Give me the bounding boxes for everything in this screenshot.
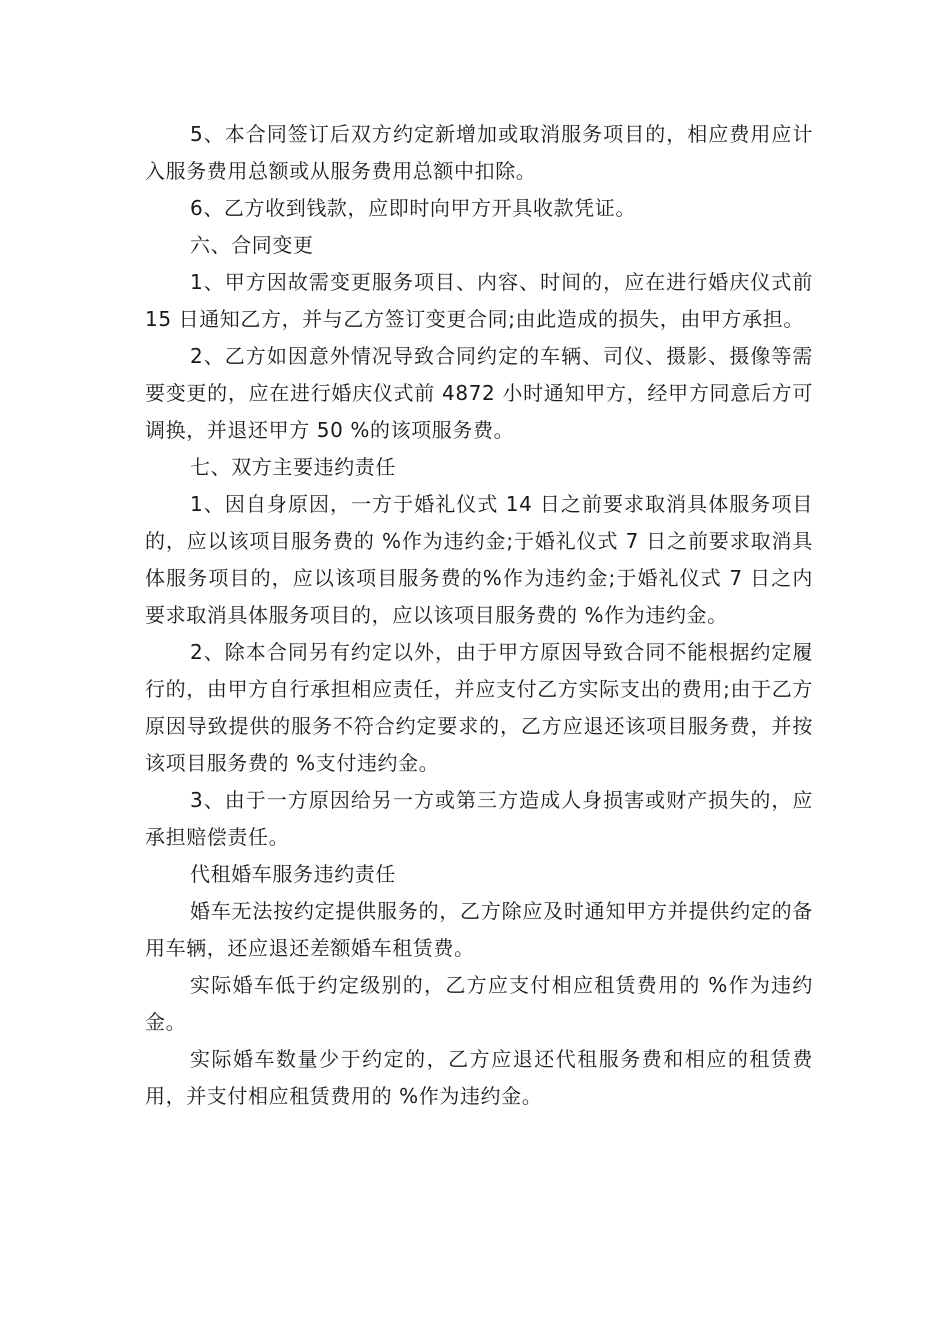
clause-6-receipt: 6、乙方收到钱款，应即时向甲方开具收款凭证。 xyxy=(190,196,636,220)
document-body xyxy=(145,116,813,1115)
clause-change-2: 2、乙方如因意外情况导致合同约定的车辆、司仪、摄影、摄像等需要变更的，应在进行婚庆仪式前 4872 小时通知甲方，经甲方同意后方可调换，并退还甲方 50 %的该项服务费。 xyxy=(145,344,813,442)
section-heading-car-rental: 代租婚车服务违约责任 xyxy=(190,862,396,886)
clause-liability-3: 3、由于一方原因给另一方或第三方造成人身损害或财产损失的，应承担赔偿责任。 xyxy=(145,788,813,849)
clause-5-fee-adjustment: 5、本合同签订后双方约定新增加或取消服务项目的，相应费用应计入服务费用总额或从服务费用总额中扣除。 xyxy=(145,122,813,183)
clause-car-lower-grade: 实际婚车低于约定级别的，乙方应支付相应租赁费用的 %作为违约金。 xyxy=(145,973,813,1034)
clause-change-1: 1、甲方因故需变更服务项目、内容、时间的，应在进行婚庆仪式前 15 日通知乙方，并与乙方签订变更合同;由此造成的损失，由甲方承担。 xyxy=(145,270,813,331)
clause-car-fewer: 实际婚车数量少于约定的，乙方应退还代租服务费和相应的租赁费用，并支付相应租赁费用的 %作为违约金。 xyxy=(145,1047,813,1108)
clause-car-unavailable: 婚车无法按约定提供服务的，乙方除应及时通知甲方并提供约定的备用车辆，还应退还差额婚车租赁费。 xyxy=(145,899,813,960)
clause-liability-2: 2、除本合同另有约定以外，由于甲方原因导致合同不能根据约定履行的，由甲方自行承担相应责任，并应支付乙方实际支出的费用;由于乙方原因导致提供的服务不符合约定要求的，乙方应退还该项目服务费，并按该项目服务费的 %支付违约金。 xyxy=(145,640,813,775)
section-heading-contract-change: 六、合同变更 xyxy=(190,233,314,257)
section-heading-liability: 七、双方主要违约责任 xyxy=(190,455,396,479)
clause-liability-1: 1、因自身原因，一方于婚礼仪式 14 日之前要求取消具体服务项目的，应以该项目服务费的 %作为违约金;于婚礼仪式 7 日之前要求取消具体服务项目的，应以该项目服务费的%作为违约金;于婚礼仪式 7 日之内要求取消具体服务项目的，应以该项目服务费的 %作为违约金。 xyxy=(145,492,813,627)
